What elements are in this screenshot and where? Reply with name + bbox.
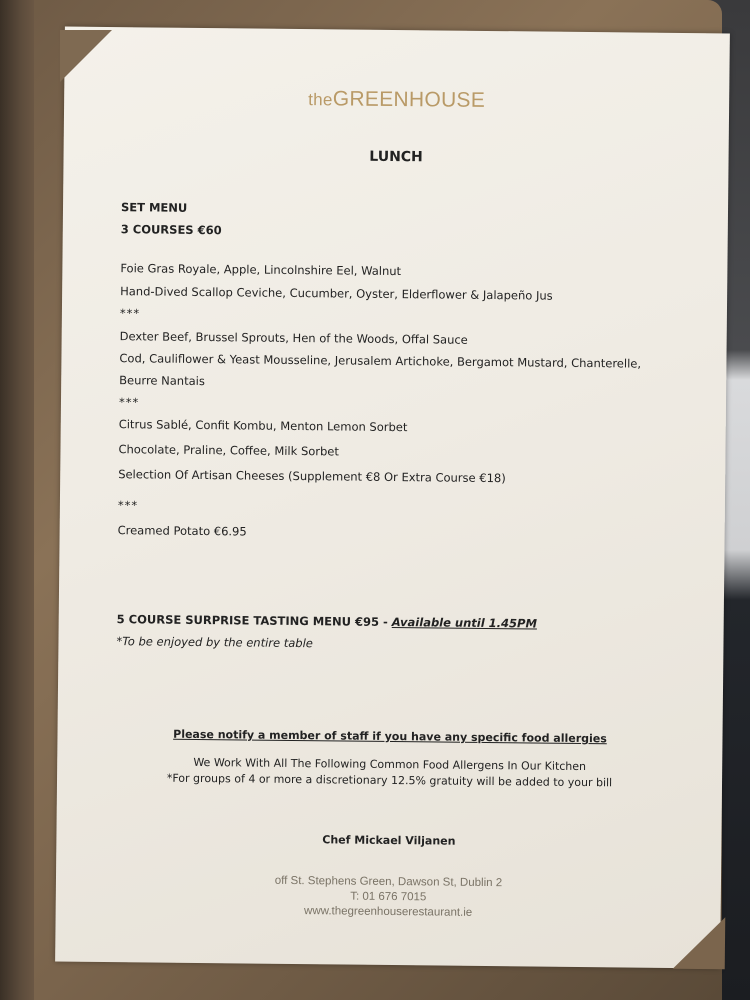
menu-item: Dexter Beef, Brussel Sprouts, Hen of the Woods, Offal Sauce [119,329,468,347]
menu-item: Foie Gras Royale, Apple, Lincolnshire Eel, Walnut [120,261,402,279]
allergy-notice: Please notify a member of staff if you have any specific food allergies [173,727,607,746]
restaurant-logo [64,85,729,116]
tasting-menu-label: 5 COURSE SURPRISE TASTING MENU €95 - [116,612,392,629]
tasting-menu-title [117,612,537,630]
gratuity-notice: *For groups of 4 or more a discretionary 12.5% gratuity will be added to your bill [166,771,613,790]
menu-heading: LUNCH [369,148,423,166]
tasting-availability: Available until 1.45PM [391,615,538,631]
chef-name: Chef Mickael Viljanen [322,833,456,848]
menu-item: Selection Of Artisan Cheeses (Supplement €8 Or Extra Course €18) [118,467,506,486]
folder-corner-bottom-right [673,917,726,970]
menu-item-continued: Beurre Nantais [119,373,205,389]
course-separator: *** [118,395,140,410]
set-menu-title: SET MENU [120,200,188,215]
menu-item: Citrus Sablé, Confit Kombu, Menton Lemon Sorbet [118,417,408,435]
footer-phone: T: 01 676 7015 [350,890,427,904]
menu-sheet [55,27,730,969]
menu-item: Creamed Potato €6.95 [117,523,247,539]
footer-address: off St. Stephens Green, Dawson St, Dublin 2 [274,874,503,890]
course-separator: *** [119,306,141,321]
tasting-note: *To be enjoyed by the entire table [116,634,313,651]
set-menu-price: 3 COURSES €60 [120,222,222,238]
footer-website: www.thegreenhouserestaurant.ie [304,905,473,919]
menu-item: Cod, Cauliflower & Yeast Mousseline, Jerusalem Artichoke, Bergamot Mustard, Chanterelle, [119,351,642,371]
allergens-notice: We Work With All The Following Common Food Allergens In Our Kitchen [193,755,587,774]
menu-item: Chocolate, Praline, Coffee, Milk Sorbet [118,442,340,459]
menu-item: Hand-Dived Scallop Ceviche, Cucumber, Oyster, Elderflower & Jalapeño Jus [120,284,553,303]
logo-name: GREENHOUSE [332,87,486,112]
course-separator: *** [117,498,139,513]
folder-spine [0,0,34,1000]
logo-prefix: the [308,90,333,110]
folder-corner-top-left [60,30,112,82]
